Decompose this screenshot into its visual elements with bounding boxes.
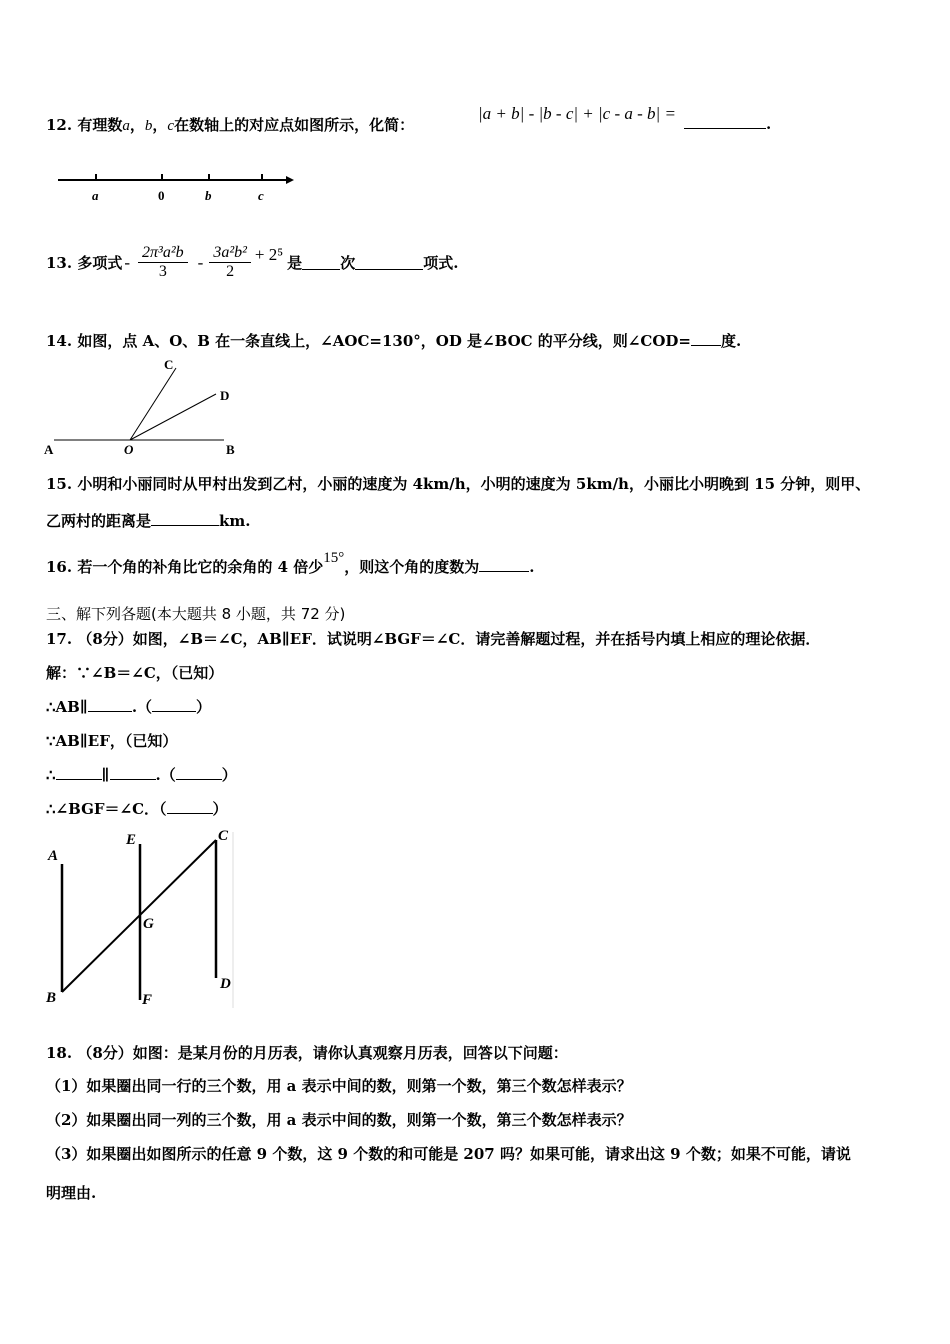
- parallel-lines-diagram: [40, 822, 250, 1014]
- answer-blank-reason[interactable]: [152, 697, 196, 712]
- label-c: C: [164, 357, 174, 372]
- answer-blank-15[interactable]: [151, 511, 219, 526]
- label-o: O: [124, 442, 134, 457]
- axis-label-a: a: [92, 188, 99, 203]
- answer-blank-14[interactable]: [691, 331, 721, 346]
- ray-od: [130, 394, 216, 440]
- absolute-value-expression: |a + b| - |b - c| + |c - a - b| =: [478, 104, 676, 123]
- separator: ，: [152, 116, 168, 134]
- label-f: F: [142, 992, 153, 1008]
- question-number: 14.: [46, 332, 73, 350]
- answer-blank-line-1[interactable]: [56, 765, 102, 780]
- axis-label-b: b: [205, 188, 212, 203]
- step-text: ∴: [46, 766, 56, 784]
- minus-sign: -: [124, 252, 131, 272]
- period: .: [766, 115, 772, 133]
- label-a: A: [44, 442, 54, 457]
- answer-blank-reason[interactable]: [167, 799, 213, 814]
- label-d: D: [220, 388, 230, 403]
- power-term: + 2⁵: [254, 244, 284, 264]
- label-b: B: [226, 442, 235, 457]
- question-number: 15.: [46, 475, 73, 493]
- angle-value: 15°: [323, 550, 345, 566]
- fraction-denominator: 2: [226, 263, 235, 280]
- fraction-numerator: 2π³a²b: [138, 244, 188, 263]
- question-14: [46, 330, 741, 351]
- minus-sign: -: [197, 252, 204, 272]
- variable-c: c: [167, 118, 175, 134]
- label-c: C: [218, 828, 229, 844]
- question-text: 小明和小丽同时从甲村出发到乙村，小丽的速度为 4km/h，小明的速度为 5km/h，小丽比小明晚到 15 分钟，则甲、: [77, 475, 871, 493]
- step-3: ∵AB∥EF，（已知）: [46, 732, 178, 750]
- step-4: [46, 764, 237, 785]
- question-number: 16.: [46, 558, 73, 576]
- answer-blank-reason[interactable]: [176, 765, 222, 780]
- question-number: 12.: [46, 116, 73, 134]
- step-5: [46, 798, 228, 819]
- ray-oc: [130, 368, 176, 440]
- question-text: 是: [287, 254, 303, 272]
- period: .: [529, 558, 535, 576]
- question-text: ，则这个角的度数为: [344, 558, 480, 576]
- question-text: 若一个角的补角比它的余角的 4 倍少: [77, 558, 324, 576]
- step-1: 解：∵∠B＝∠C，（已知）: [46, 664, 224, 682]
- question-text: 多项式: [77, 254, 123, 272]
- question-12: [46, 114, 414, 135]
- angle-diagram: [44, 356, 244, 460]
- step-text: ）: [212, 800, 228, 818]
- axis-label-zero: 0: [158, 188, 165, 203]
- question-text: 度.: [720, 332, 742, 350]
- question-text: km.: [219, 512, 251, 530]
- label-d: D: [220, 976, 231, 992]
- question-18: 18. （8分）如图：是某月份的月历表，请你认真观察月历表，回答以下问题：: [46, 1044, 568, 1062]
- question-text: 有理数: [77, 116, 123, 134]
- question-15-line2: [46, 510, 251, 531]
- question-text: 如图，点 A、O、B 在一条直线上，∠AOC=130°，OD 是∠BOC 的平分线，则∠COD=: [77, 332, 691, 350]
- number-line-arrow: [286, 176, 294, 184]
- separator: ，: [129, 116, 145, 134]
- answer-blank-degree[interactable]: [302, 255, 340, 270]
- fraction-term-2: [209, 244, 251, 281]
- step-text: ∥: [101, 766, 110, 784]
- question-text: 乙两村的距离是: [46, 512, 152, 530]
- answer-blank-12[interactable]: [684, 114, 771, 133]
- variable-a: a: [122, 118, 130, 134]
- fraction-numerator: 3a²b²: [209, 244, 251, 263]
- question-13: [46, 244, 458, 281]
- fraction-term-1: [138, 244, 188, 281]
- answer-blank-terms[interactable]: [355, 255, 423, 270]
- question-18-part-3: （3）如果圈出如图所示的任意 9 个数，这 9 个数的和可能是 207 吗？如果可能，请求出这 9 个数；如果不可能，请说: [46, 1145, 851, 1163]
- step-text: .（: [131, 698, 153, 716]
- step-text: ∴∠BGF＝∠C．（: [46, 800, 167, 818]
- label-g: G: [143, 916, 154, 932]
- answer-blank-line-2[interactable]: [110, 765, 156, 780]
- step-text: ∴AB∥: [46, 698, 88, 716]
- section-title: 三、解下列各题(本大题共 8 小题，共 72 分): [46, 605, 346, 623]
- question-15-line1: [46, 473, 870, 494]
- question-text: 次: [340, 254, 356, 272]
- step-text: ）: [221, 766, 237, 784]
- question-18-part-3-cont: 明理由.: [46, 1184, 97, 1202]
- variable-b: b: [144, 118, 153, 134]
- question-text: 项式.: [423, 254, 459, 272]
- question-16: [46, 550, 535, 577]
- question-text: 在数轴上的对应点如图所示，化简：: [174, 116, 415, 134]
- label-a: A: [48, 848, 59, 864]
- step-text: ）: [196, 698, 212, 716]
- question-18-part-2: （2）如果圈出同一列的三个数，用 a 表示中间的数，则第一个数，第三个数怎样表示？: [46, 1111, 632, 1129]
- question-17: 17. （8分）如图，∠B＝∠C，AB∥EF．试说明∠BGF＝∠C．请完善解题过程，并在括号内填上相应的理论依据．: [46, 630, 821, 648]
- question-number: 13.: [46, 253, 73, 272]
- axis-label-c: c: [258, 188, 264, 203]
- fraction-denominator: 3: [158, 263, 167, 280]
- label-b: B: [46, 990, 57, 1006]
- label-e: E: [126, 832, 137, 848]
- answer-blank-16[interactable]: [479, 557, 529, 572]
- number-line-diagram: [58, 168, 298, 208]
- question-18-part-1: （1）如果圈出同一行的三个数，用 a 表示中间的数，则第一个数，第三个数怎样表示？: [46, 1077, 632, 1095]
- step-text: .（: [155, 766, 176, 784]
- answer-blank-line[interactable]: [88, 697, 132, 712]
- step-2: [46, 696, 211, 717]
